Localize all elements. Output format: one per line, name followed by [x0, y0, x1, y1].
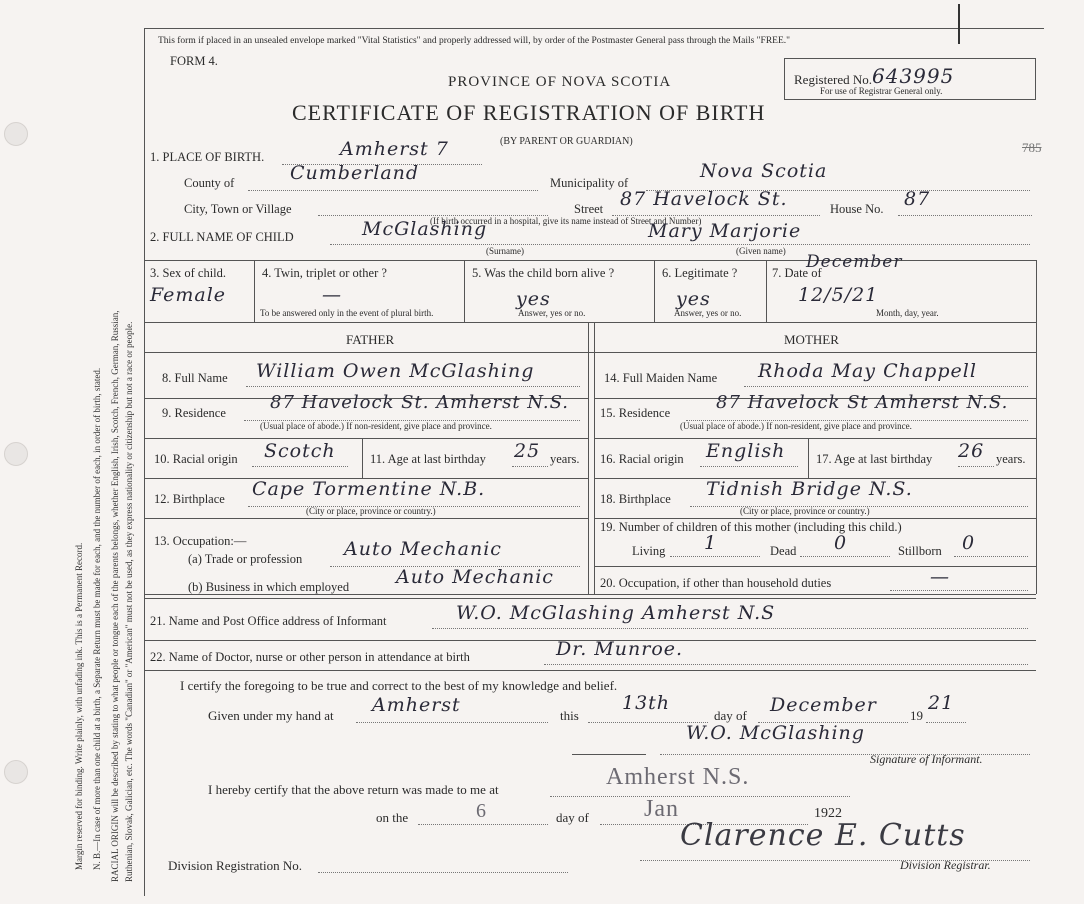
- street-value: 87 Havelock St.: [620, 188, 788, 210]
- surname-note: (Surname): [486, 246, 524, 256]
- county-label: County of: [184, 176, 235, 190]
- father-birthplace-note: (City or place, province or country.): [306, 506, 436, 516]
- binding-hole: [4, 760, 28, 784]
- date-value: 12/5/21: [798, 284, 879, 306]
- mother-birthplace-label: 18. Birthplace: [600, 492, 671, 506]
- given-place: Amherst: [372, 694, 461, 716]
- margin-note-racial-1: RACIAL ORIGIN will be described by stating to what people or tongue each of the parents belongs, whether English, Irish, Scotch, French, German, Russian,: [110, 310, 120, 882]
- father-residence-label: 9. Residence: [162, 406, 226, 420]
- father-name: William Owen McGlashing: [256, 360, 535, 382]
- father-business: Auto Mechanic: [396, 566, 554, 588]
- municipality-value: Nova Scotia: [700, 160, 828, 182]
- mother-name: Rhoda May Chappell: [758, 360, 977, 382]
- margin-note-plural: N. B.—In case of more than one child at a birth, a Separate Return must be made for each, and the number of each, in order of birth, stated.: [92, 367, 102, 870]
- father-racial-label: 10. Racial origin: [154, 452, 238, 466]
- registrar-use-note: For use of Registrar General only.: [820, 86, 943, 96]
- this-label: this: [560, 708, 579, 723]
- alive-value: yes: [516, 288, 551, 310]
- municipality-label: Municipality of: [550, 176, 629, 190]
- province-heading: PROVINCE OF NOVA SCOTIA: [448, 74, 672, 90]
- father-name-label: 8. Full Name: [162, 371, 228, 385]
- mother-occupation-label: 20. Occupation, if other than household duties: [600, 576, 832, 590]
- father-trade-label: (a) Trade or profession: [188, 552, 303, 566]
- dead-label: Dead: [770, 544, 797, 558]
- child-name-label: 2. FULL NAME OF CHILD: [150, 230, 294, 244]
- county-value: Cumberland: [290, 162, 420, 184]
- date-note: Month, day, year.: [876, 308, 939, 318]
- mother-children-label: 19. Number of children of this mother (including this child.): [600, 520, 902, 534]
- mother-birthplace: Tidnish Bridge N.S.: [706, 478, 913, 500]
- child-given-name: Mary Marjorie: [648, 220, 802, 242]
- father-birthplace: Cape Tormentine N.B.: [252, 478, 486, 500]
- mother-age-label: 17. Age at last birthday: [816, 452, 933, 466]
- child-surname: McGlashing: [362, 218, 488, 240]
- year-prefix: 19: [910, 708, 923, 723]
- stillborn-label: Stillborn: [898, 544, 942, 558]
- on-day: 6: [476, 800, 487, 822]
- living-label: Living: [632, 544, 666, 558]
- informant-label: 21. Name and Post Office address of Informant: [150, 614, 387, 628]
- margin-note-racial-2: Ruthenian, Slovak, Galician, etc. The words "Canadian" or "American" must not be used, as they express nationality or citizenship but not a race or people.: [124, 321, 134, 882]
- twin-value: —: [322, 284, 342, 306]
- twin-label: 4. Twin, triplet or other ?: [262, 266, 387, 280]
- registrar-signature: Clarence E. Cutts: [680, 818, 966, 853]
- stillborn-value: 0: [962, 532, 976, 554]
- mother-racial: English: [706, 440, 786, 462]
- date-month: December: [806, 252, 903, 272]
- on-the-label: on the: [376, 810, 409, 825]
- legit-label: 6. Legitimate ?: [662, 266, 738, 280]
- father-birthplace-label: 12. Birthplace: [154, 492, 225, 506]
- page-subtitle: (BY PARENT OR GUARDIAN): [500, 136, 633, 147]
- signature-label: Signature of Informant.: [870, 752, 983, 766]
- form-number: FORM 4.: [170, 54, 218, 68]
- given-name-note: (Given name): [736, 246, 786, 256]
- alive-label: 5. Was the child born alive ?: [472, 266, 615, 280]
- house-label: House No.: [830, 202, 884, 216]
- given-month: December: [770, 694, 877, 716]
- informant-signature: W.O. McGlashing: [686, 722, 865, 744]
- city-label: City, Town or Village: [184, 202, 292, 216]
- legit-note: Answer, yes or no.: [674, 308, 742, 318]
- living-value: 1: [704, 532, 718, 554]
- father-years: years.: [550, 452, 580, 466]
- given-year: 21: [928, 692, 955, 714]
- return-place-stamp: Amherst N.S.: [606, 764, 750, 790]
- mother-residence: 87 Havelock St Amherst N.S.: [716, 392, 1009, 413]
- page-title: CERTIFICATE OF REGISTRATION OF BIRTH: [292, 100, 766, 125]
- mother-residence-note: (Usual place of abode.) If non-resident, give place and province.: [680, 421, 912, 431]
- sex-label: 3. Sex of child.: [150, 266, 227, 280]
- father-heading: FATHER: [346, 332, 395, 347]
- street-label: Street: [574, 202, 604, 216]
- registered-number: 643995: [872, 64, 955, 88]
- mother-occupation: —: [930, 566, 950, 588]
- mother-racial-label: 16. Racial origin: [600, 452, 684, 466]
- binding-hole: [4, 442, 28, 466]
- doctor-label: 22. Name of Doctor, nurse or other person in attendance at birth: [150, 650, 470, 664]
- house-value: 87: [904, 188, 931, 210]
- return-label: I hereby certify that the above return was made to me at: [208, 782, 499, 797]
- division-registration-label: Division Registration No.: [168, 858, 302, 873]
- registered-label: Registered No.: [794, 72, 872, 87]
- father-age: 25: [514, 440, 541, 462]
- corner-mark: 785: [1022, 140, 1042, 155]
- place-label: 1. PLACE OF BIRTH.: [150, 150, 265, 164]
- father-racial: Scotch: [264, 440, 336, 462]
- father-trade: Auto Mechanic: [344, 538, 502, 560]
- binding-hole: [4, 122, 28, 146]
- father-residence-note: (Usual place of abode.) If non-resident, give place and province.: [260, 421, 492, 431]
- margin-note-binding: Margin reserved for binding. Write plainly, with unfading ink. This is a Permanent Record.: [74, 542, 84, 870]
- dead-value: 0: [834, 532, 848, 554]
- hospital-note: (If birth occurred in a hospital, give its name instead of Street and Number): [430, 216, 702, 226]
- division-registrar-label: Division Registrar.: [900, 858, 991, 872]
- doctor-value: Dr. Munroe.: [556, 638, 684, 660]
- on-day-of-label: day of: [556, 810, 589, 825]
- twin-note: To be answered only in the event of plural birth.: [260, 308, 434, 318]
- informant-value: W.O. McGlashing Amherst N.S: [456, 602, 776, 624]
- on-year: 1922: [814, 806, 842, 821]
- father-age-label: 11. Age at last birthday: [370, 452, 486, 466]
- father-occupation-label: 13. Occupation:—: [154, 534, 247, 548]
- mother-birthplace-note: (City or place, province or country.): [740, 506, 870, 516]
- mother-name-label: 14. Full Maiden Name: [604, 371, 718, 385]
- place-value: Amherst 7: [340, 138, 449, 160]
- mother-residence-label: 15. Residence: [600, 406, 671, 420]
- day-of-label: day of: [714, 708, 747, 723]
- father-business-label: (b) Business in which employed: [188, 580, 350, 594]
- mother-years: years.: [996, 452, 1026, 466]
- mother-heading: MOTHER: [784, 332, 839, 347]
- legit-value: yes: [676, 288, 711, 310]
- mother-age: 26: [958, 440, 985, 462]
- mail-notice: This form if placed in an unsealed envelope marked "Vital Statistics" and properly addressed will, by order of the Postmaster General pass through the Mails "FREE.": [158, 36, 791, 46]
- given-day: 13th: [622, 692, 671, 714]
- date-label: 7. Date of: [772, 266, 822, 280]
- father-residence: 87 Havelock St. Amherst N.S.: [270, 392, 570, 413]
- sex-value: Female: [150, 284, 227, 306]
- certify-statement: I certify the foregoing to be true and correct to the best of my knowledge and belief.: [180, 678, 618, 693]
- given-under-label: Given under my hand at: [208, 708, 334, 723]
- on-month: Jan: [644, 796, 679, 822]
- alive-note: Answer, yes or no.: [518, 308, 586, 318]
